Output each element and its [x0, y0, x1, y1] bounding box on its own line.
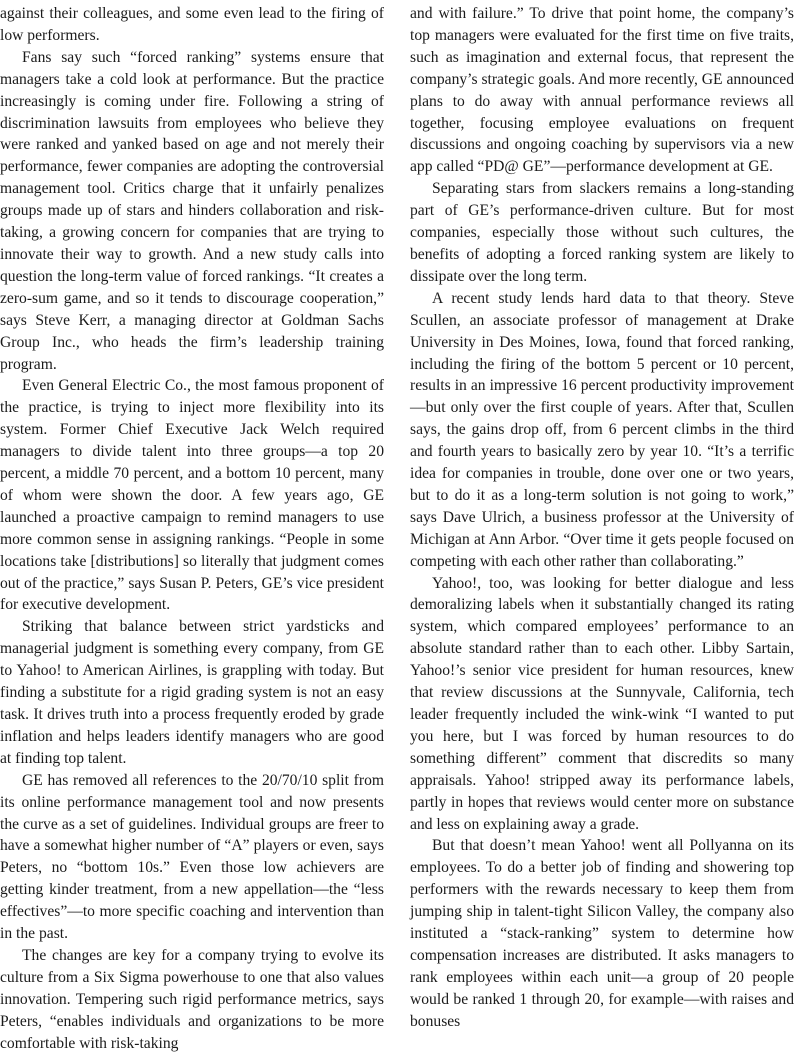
paragraph-left-5: GE has removed all references to the 20/70/10 split from its online performance management tool and now presents the curve as a set of guidelines. Individual groups are freer to have a somewhat higher number of “A” players or even, says Peters, no “bottom 10s.” Even those low achievers are getting kinder treatment, from a new appellation—the “less effectives”—to more specific coaching and intervention than in the past.: [0, 771, 384, 943]
paragraph-right-5: But that doesn’t mean Yahoo! went all Pollyanna on its employees. To do a better job of finding and showering top performers with the rewards necessary to keep them from jumping ship in talent-tight Silicon Valley, the company also instituted a “stack-ranking” system to determine how compensation increases are distributed. It asks managers to rank employees within each unit—a group of 20 people would be ranked 1 through 20, for example—with raises and bonuses: [410, 837, 794, 1030]
paragraph-left-2: Fans say such “forced ranking” systems ensure that managers take a cold look at performance. But the practice increasingly is coming under fire. Following a string of discrimination lawsuits from employees who believe they were ranked and yanked based on age and not merely their performance, fewer companies are adopting the controversial management tool. Critics charge that it unfairly penalizes groups made up of stars and hinders collaboration and risk-taking, a growing concern for companies that are trying to innovate their way to growth. And a new study calls into question the long-term value of forced rankings. “It creates a zero-sum game, and so it tends to discourage cooperation,” says Steve Kerr, a managing director at Goldman Sachs Group Inc., who heads the firm’s leadership training program.: [0, 48, 384, 373]
paragraph-left-6: The changes are key for a company trying to evolve its culture from a Six Sigma powerhouse to one that also values innovation. Tempering such rigid performance metrics, says Peters, “enables individuals and organizations to be more comfortable with risk-taking: [0, 946, 384, 1052]
paragraph-left-3: Even General Electric Co., the most famous proponent of the practice, is trying to inject more flexibility into its system. Former Chief Executive Jack Welch required managers to divide talent into three groups—a top 20 percent, a middle 70 percent, and a bottom 10 percent, many of whom were shown the door. A few years ago, GE launched a proactive campaign to remind managers to use more common sense in assigning rankings. “People in some locations take [distributions] so literally that judgment comes out of the practice,” says Susan P. Peters, GE’s vice president for executive development.: [0, 377, 384, 614]
left-column: [0, 3, 384, 1055]
paragraph-left-1: against their colleagues, and some even lead to the firing of low performers.: [0, 5, 384, 44]
paragraph-right-1: and with failure.” To drive that point home, the company’s top managers were evaluated for the first time on five traits, such as imagination and external focus, that represent the company’s strategic goals. And more recently, GE announced plans to do away with annual performance reviews all together, focusing employee evaluations on frequent discussions and ongoing coaching by supervisors via a new app called “PD@ GE”—performance development at GE.: [410, 5, 794, 176]
paragraph-right-3: A recent study lends hard data to that theory. Steve Scullen, an associate professor of management at Drake University in Des Moines, Iowa, found that forced ranking, including the firing of the bottom 5 percent or 10 percent, results in an impressive 16 percent productivity improvement—but only over the first couple of years. After that, Scullen says, the gains drop off, from 6 percent climbs in the third and fourth years to basically zero by year 10. “It’s a terrific idea for companies in trouble, done over one or two years, but to do it as a long-term solution is not going to work,” says Dave Ulrich, a business professor at the University of Michigan at Ann Arbor. “Over time it gets people focused on competing with each other rather than collaborating.”: [410, 289, 794, 570]
paragraph-right-4: Yahoo!, too, was looking for better dialogue and less demoralizing labels when it substantially changed its rating system, which compared employees’ performance to an absolute standard rather than to each other. Libby Sartain, Yahoo!’s senior vice president for human resources, knew that review discussions at the Sunnyvale, California, tech leader frequently included the wink-wink “I wanted to put you here, but I was forced by human resources to do something different” comment that discredits so many appraisals. Yahoo! stripped away its performance labels, partly in hopes that reviews would center more on substance and less on explaining away a grade.: [410, 574, 794, 833]
right-column: [410, 3, 794, 1033]
paragraph-left-4: Striking that balance between strict yardsticks and managerial judgment is something every company, from GE to Yahoo! to American Airlines, is grappling with today. But finding a substitute for a rigid grading system is not an easy task. It drives truth into a process frequently eroded by grade inflation and helps leaders identify managers who are good at finding top talent.: [0, 618, 384, 767]
paragraph-right-2: Separating stars from slackers remains a long-standing part of GE’s performance-driven culture. But for most companies, especially those without such cultures, the benefits of adopting a forced ranking system are likely to dissipate over the long term.: [410, 180, 794, 285]
